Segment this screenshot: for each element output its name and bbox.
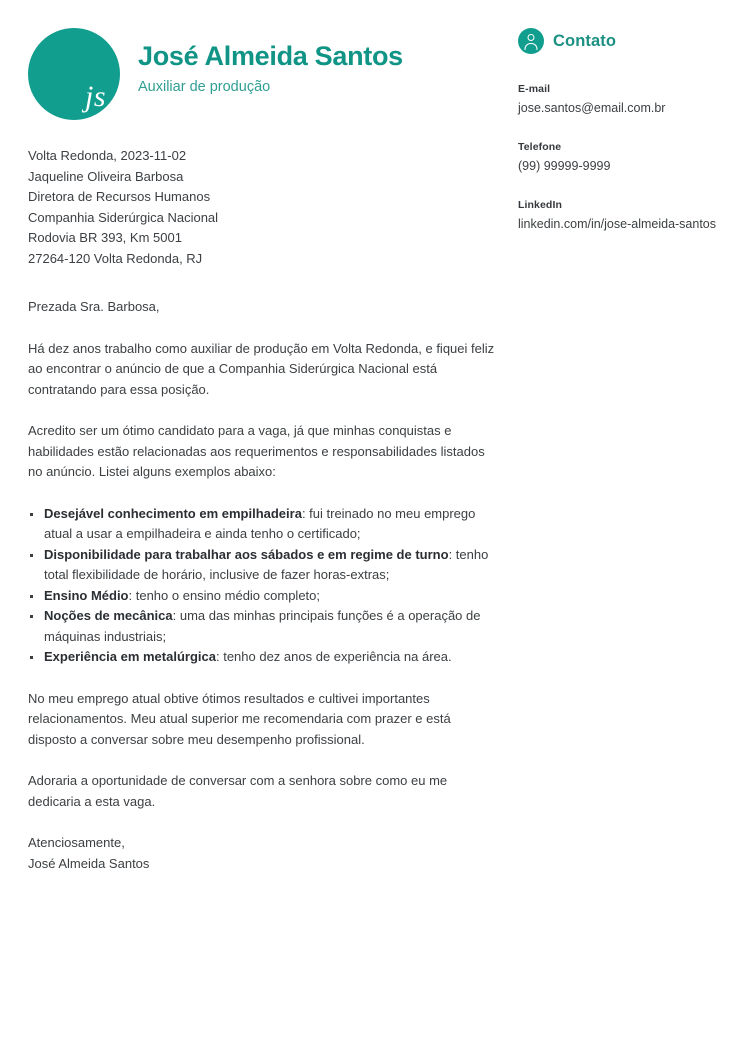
list-item bbox=[28, 606, 500, 647]
logo-initials: js bbox=[84, 80, 106, 113]
closing-block bbox=[28, 833, 500, 874]
signature-name: José Almeida Santos bbox=[28, 855, 150, 871]
list-item-term: Disponibilidade para trabalhar aos sábados e em regime de turno bbox=[44, 546, 449, 562]
contact-sidebar bbox=[518, 26, 722, 234]
list-item bbox=[28, 586, 500, 607]
list-item-detail: : tenho dez anos de experiência na área. bbox=[215, 649, 452, 664]
letter-body bbox=[28, 146, 500, 874]
salutation: Prezada Sra. Barbosa, bbox=[28, 299, 160, 314]
applicant-job-title: Auxiliar de produção bbox=[138, 79, 271, 96]
contact-section-header bbox=[518, 26, 722, 56]
address-line: Companhia Siderúrgica Nacional bbox=[28, 209, 219, 225]
paragraph-results: No meu emprego atual obtive ótimos resultados e cultivei importantes relacionamentos. Meu atual superior me recomendaria com prazer e está disposto a conversar sobre meu desempenho profissional. bbox=[28, 690, 451, 747]
contact-item-phone bbox=[518, 140, 722, 176]
list-item-term: Ensino Médio bbox=[44, 587, 129, 603]
address-line: Diretora de Recursos Humanos bbox=[28, 189, 211, 204]
address-line: Rodovia BR 393, Km 5001 bbox=[28, 230, 182, 245]
address-line: Volta Redonda, 2023-11-02 bbox=[28, 148, 187, 163]
applicant-name: José Almeida Santos bbox=[138, 41, 403, 71]
contact-label: E-mail bbox=[518, 83, 551, 95]
contact-label: LinkedIn bbox=[518, 199, 562, 211]
contact-value-email[interactable]: jose.santos@email.com.br bbox=[518, 101, 666, 115]
list-item bbox=[28, 504, 500, 545]
list-item-detail: : uma das minhas principais funções é a operação de máquinas industriais; bbox=[44, 608, 481, 644]
list-item-detail: : fui treinado no meu emprego atual a usar a empilhadeira e ainda tenho o certificado; bbox=[44, 505, 476, 541]
address-line: Jaqueline Oliveira Barbosa bbox=[28, 168, 184, 184]
list-item-detail: : tenho o ensino médio completo; bbox=[128, 587, 321, 603]
contact-value-phone[interactable]: (99) 99999-9999 bbox=[518, 159, 611, 173]
list-item bbox=[28, 647, 500, 668]
list-item-detail: : tenho total flexibilidade de horário, inclusive de fazer horas-extras; bbox=[44, 546, 489, 582]
qualifications-list bbox=[28, 504, 500, 668]
person-icon-head bbox=[528, 34, 535, 41]
recipient-address-block bbox=[28, 146, 500, 269]
list-item-term: Noções de mecânica bbox=[44, 608, 173, 623]
list-item-term: Experiência em metalúrgica bbox=[44, 649, 216, 664]
closing-salutation: Atenciosamente, bbox=[28, 835, 125, 850]
contact-item-email bbox=[518, 82, 722, 118]
person-icon bbox=[518, 28, 544, 54]
contact-value-linkedin[interactable]: linkedin.com/in/jose-almeida-santos bbox=[518, 217, 717, 231]
contact-item-linkedin bbox=[518, 198, 722, 234]
contact-label: Telefone bbox=[518, 141, 562, 153]
paragraph-qualifications-lead: Acredito ser um ótimo candidato para a vaga, já que minhas conquistas e habilidades estão relacionadas aos requerimentos e responsabilidades listados no anúncio. Listei alguns exemplos abaixo: bbox=[28, 423, 485, 479]
address-line: 27264-120 Volta Redonda, RJ bbox=[28, 250, 203, 266]
contact-section-title: Contato bbox=[553, 31, 617, 50]
paragraph-call-to-action: Adoraria a oportunidade de conversar com a senhora sobre como eu me dedicaria a esta vaga. bbox=[28, 773, 448, 809]
document-header bbox=[28, 26, 488, 122]
person-icon-body bbox=[525, 43, 538, 50]
list-item-term: Desejável conhecimento em empilhadeira bbox=[44, 505, 302, 521]
list-item bbox=[28, 545, 500, 586]
monogram-logo bbox=[28, 28, 120, 120]
paragraph-intro: Há dez anos trabalho como auxiliar de produção em Volta Redonda, e fiquei feliz ao encontrar o anúncio de que a Companhia Siderúrgica Nacional está contratando para essa posição. bbox=[28, 340, 495, 397]
header-text-block bbox=[138, 40, 488, 97]
